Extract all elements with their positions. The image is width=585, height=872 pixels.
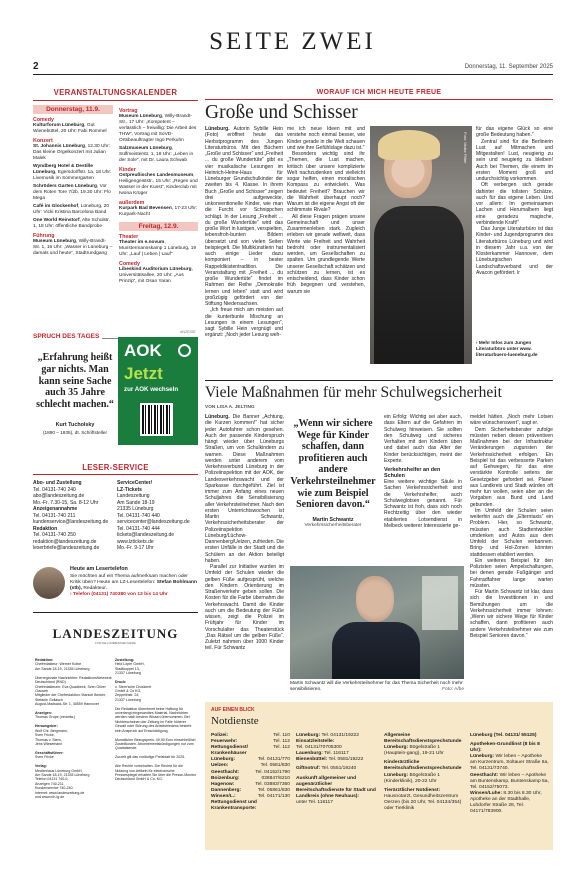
impressum-line: Anzeigen: [35, 711, 52, 716]
reader-phone-intro: Sie möchten auf ein Thema aufmerksam machen oder Kritik üben? Heute am LZ-Lesertelefon: [70, 574, 188, 585]
notdienste-col-3 [384, 733, 464, 812]
service-detail[interactable]: Tel. 04131-740 250 [33, 532, 76, 538]
author-portrait-photo [370, 126, 472, 364]
notdienst-label: Boizenburg: [211, 775, 240, 781]
notdienst-value: Tel. 04131/19222 [321, 733, 359, 738]
service-detail[interactable]: Tel. 04131-740 440 [117, 512, 160, 519]
article2-text-1b: Parallel zur Initiative wurden im Umfeld der Schulen wieder die gelben Füße aufgesprüht, welche den Kindern Orientierung im Straßenverkehr geben sollen. Die Kosten für die Farbe übernahm die Verkehrswacht. Damit die Kinder auch um die Bedeutung der Füße wissen, zeigt die Polizei im Frühjahr für Kinder im Vorschulalter das Theaterstück „Das Rätsel um die gelben Füße“. Zuletzt nahmen über 1000 Kinder teil. Für Schwantz [205, 564, 284, 652]
notdienst-label: Dannenberg: [211, 787, 242, 793]
calendar-venue: Schröders Garten Lüneburg [33, 184, 97, 189]
service-detail: Landeszeitung [117, 493, 150, 499]
calendar-venue: Salzmuseum Lüneburg [119, 146, 172, 151]
service-rule [33, 474, 198, 475]
ad-subline: zur AOK wechseln [124, 386, 179, 393]
notdienst-row [211, 806, 290, 812]
notdienst-row [384, 760, 464, 784]
impressum-line: Am Sande 18-19, 21335 Lüneburg [35, 772, 90, 777]
impressum-line: August-Madsack-Str. 1, 30559 Hannover [35, 702, 100, 707]
notdienst-value: Bögelstraße 1 (Hauptein-gang), 19-21 Uhr [384, 745, 444, 757]
service-label: ServiceCenter/ [117, 480, 153, 486]
officer-photo [290, 566, 464, 679]
calendar-entry: Kulturforum Lüneburg, Gut Wienebüttel, 20 Uhr: Fabi Rommel [33, 123, 107, 134]
notdienst-value: Tel. 112 [273, 739, 290, 745]
notdienst-value: Tel. 116117 [324, 751, 349, 757]
impressum-line: Telefon 04131 740-0, [35, 777, 69, 782]
notdienst-label: Lüneburg: [296, 733, 321, 738]
impressum-line: GmbH & Co KG, [115, 688, 142, 693]
article1-text-1: Lüneburg. Autorin Sybille Hein (Foto) eröffnet heute das Herbstprogramm des Jungen Literaturbüros. Mit den Büchern „Große und Schisser“ und „Freiheit ... du große Wundertüte“ gibt es vier musikalische Lesungen im Heinrich-Heine-Haus für Lüneburger Grundschulkinder der zweiten bis 4. Klasse. In ihrem Buch „Große und Schisser“ zeigen drei aufgeweckte, unkonventionelle Kinder, wie man die Furcht vor Schnippchen schlägt. In der Lesung „Freiheit ... du große Wundertüte“ wird das große Wort in lustigen, verspielten, lebensfroh-bunten Bildern übersetzt und von vielen Seiten beispiegelt. Die Multikünstlerin hat auch einige Lieder dazu komponiert – in bester Rappeldikistentradition. Die Veranstaltung mit „Freiheit ... du große Wundertüte“ findet im Rahmen der Reihe „Demokratie lernen und leben“ statt und wird großzügig gefördert von der Stiftung Niedersachsen. [205, 126, 283, 307]
article2-byline: VON LISA A. JELTING [205, 405, 255, 410]
calendar-entry: Café im Glockenhof, Lüneburg, 20 Uhr: Vicki Kristina Barcelona Band [33, 204, 109, 215]
section-title: SEITE ZWEI [209, 28, 376, 55]
aok-logo: AOK [124, 341, 162, 360]
notdienst-label: Polizei: [211, 733, 229, 738]
impressum-line: v. Stern'sche Druckerei [115, 684, 152, 689]
impressum-col-1 [35, 658, 112, 800]
article1-text-2: me ich neue Ideen mit und verstehe noch einmal besser, wie Kinder gerade in die Welt schauen und wie ihre Gefühlslage dazu ist.“ [287, 126, 365, 151]
article1-kicker: WORAUF ICH MICH HEUTE FREUE [316, 89, 442, 96]
service-detail[interactable]: redaktion@landeszeitung.de [33, 538, 97, 545]
article2-col-2 [384, 414, 462, 529]
photo-officer-body [332, 622, 420, 679]
quote-heading: SPRUCH DES TAGES [33, 333, 102, 340]
notdienst-label: Feuerwehr: [211, 739, 238, 745]
calendar-entry: Libeskind Auditorium Lüneburg, Universitätsallee, 20 Uhr: „Aus Prinzip“, mit Osan Yaran [119, 267, 193, 284]
article1-text-3c: Oft verbergen sich gerade dahinter die tollsten Schätze, auch für das eigene Leben. Und vor allem: Im gemeinsamen Lachen und Herumalbern liegt eine geradezu magische, verbindende Kraft!“ [476, 182, 553, 226]
calendar-col-right [119, 105, 198, 287]
impressum-line: Monatlicher Bezugspreis: 49,90 Euro einschließlich Zustellkosten. Abonnementskündigungen nur zum Quartalsende. [115, 737, 196, 751]
calendar-venue: Café im Glockenhof [33, 204, 79, 209]
pull-quote-name: Martin Schwantz [312, 516, 354, 523]
notdienst-value: Tel. 0581/19222 [328, 757, 364, 763]
notdienst-label: Allgemeine Bereitschaftsdienstsprechstunde Lüneburg: [384, 733, 462, 751]
calendar-category: Comedy [119, 261, 140, 267]
notdienst-label: Krankentransporte: [211, 806, 257, 812]
article1-col-3 [476, 126, 553, 276]
reader-phone-text [70, 574, 200, 598]
article1-text-3: für das eigene Glück so eine große Bedeutung haben.“ [476, 126, 553, 139]
notdienste-col-2 [296, 733, 378, 806]
service-detail: 21335 Lüneburg [117, 506, 154, 512]
calendar-venue: Ostpreußisches Landesmuseum [119, 173, 194, 178]
article2-text-3d: Ein weiteres Beispiel für den Polizisten seien Ampelschaltungen, bei denen gerade Fußgänger und Fahrradfahrer lange warten müssten. [470, 557, 553, 589]
notdienst-value: Tel. 05861/830 [257, 787, 290, 793]
calendar-category: Kinder [119, 167, 136, 173]
service-detail: Mo.-Fr. 9-17 Uhr [117, 545, 154, 551]
notdienst-value: Wir leben – Apotheke am Buntenskamp, Buntenskamp 5a, Tel. 04152/75073. [470, 772, 549, 790]
service-detail[interactable]: servicecenter@landeszeitung.de [117, 519, 190, 525]
notdienste-title: Notdienste [211, 715, 259, 727]
service-detail: Mo.-Fr. 7.30-15, Sa. 8-12 Uhr [33, 499, 99, 506]
impressum-line: 21337 Lüneburg [115, 671, 141, 676]
calendar-venue: Museum Lüneburg [33, 239, 76, 244]
notdienst-label: Bienenbüttel: [296, 757, 328, 763]
notdienst-label: Auskunft allgemeiner und augenärztlicher Bereitschaftsdienste für Stadt und Landkreis (ohne Neuhaus): [296, 775, 376, 799]
service-detail[interactable]: leserbriefe@landeszeitung.de [33, 545, 100, 551]
reader-phone-avatar [33, 567, 65, 599]
impressum-line: Redaktion: [35, 658, 54, 662]
impressum-line: Heid Löper GmbH, [115, 662, 145, 667]
impressum-line: Kundenservice 740-240, [35, 786, 74, 791]
impressum-line: Wolf Chr. Bergmann, [35, 728, 68, 733]
impressum-line: 21337 Lüneburg [115, 697, 141, 702]
photo-hair [378, 130, 440, 160]
notdienst-row [384, 733, 464, 757]
notdienst-label: Krankenhäuser [211, 751, 247, 757]
impressum-line: Medienhaus Lüneburg GmbH, [35, 768, 83, 773]
article2-col-3 [470, 414, 553, 639]
notdienst-row [384, 788, 464, 812]
calendar-entry: Wyndberg Hotel & Destille Lüneburg, Egersdorffstr. 1a, 18 Uhr: Livemusik im Sommergarten [33, 164, 112, 181]
article1-text-2c: All diese Fragen prägen unsere Gemeinschaft und unser Zusammenleben stark. Zugleich erleben wir gerade weltweit, dass Werte wie Freiheit und Wahrheit bedroht oder instrumentalisiert werden, um Gesellschaften zu spalten. Um grundlegende Werte unserer Gesellschaft schätzen und schützen zu lernen, ist es entscheidend, dass Kinder schon früh begegnen und verstehen, warum sie [287, 213, 365, 295]
notdienst-value: 038847/6210 [261, 775, 290, 781]
notdienst-value: Tel. 112 [273, 745, 290, 751]
notdienst-value: Tel. 04171/130 [257, 793, 290, 799]
service-label: LZ-Tickets [117, 486, 142, 493]
impressum-line: Sven Fricke, [35, 733, 55, 738]
article1-title: Große und Schisser [205, 102, 358, 123]
calendar-col-left [33, 105, 113, 287]
impressum-line: Zeppelinstr. 24, [115, 693, 140, 698]
service-detail[interactable]: tickets@landeszeitung.de [117, 532, 175, 538]
impressum-line: Überregionale Nachrichten: RedaktionsNetzwerk Deutschland (RND) [35, 675, 112, 685]
impressum-line: Am Sande 18-19, 21335 Lüneburg [35, 666, 90, 671]
aok-tree-icon [178, 344, 191, 357]
article2-top-rule [205, 380, 553, 381]
notdienst-label: Lüneburg (Tel. 04131/ 55125) [470, 733, 537, 738]
notdienst-value: Tel. 0581/830 [260, 763, 290, 769]
impressum-top-rule [33, 612, 198, 613]
calendar-rule [33, 100, 198, 101]
notdienst-label: Lüneburg: [470, 754, 495, 760]
notdienst-label: Tierärztlicher Notdienst: [384, 787, 441, 793]
service-detail[interactable]: Tel. 04131-740 240 [33, 486, 76, 493]
impressum-col-2 [115, 658, 197, 782]
notdienst-row [296, 800, 378, 806]
article1-col-2 [287, 126, 365, 295]
notdienste-col-4 [470, 733, 550, 815]
notdienste-col-1 [211, 733, 290, 812]
article2-text-2b: Eine weitere wichtige Säule in Sachen Verkehrssicherheit sind die Verkehrshelfer, auch Schulweglotsen genannt. Für Schwantz ist froh, dass sich noch Rechtzeitig über den wieder etabliertes Lotsendienst in Melbeck weiterer Interessierte ge- [384, 479, 462, 529]
article1-more-info[interactable]: › Mehr Infos zum Jungen Literaturbüro unter www. literaturbuero-lueneburg.de [476, 340, 538, 357]
left-column [33, 76, 198, 287]
issue-date: Donnerstag, 11. September 2025 [464, 64, 553, 70]
qr-code-icon [140, 403, 173, 436]
notdienst-value: unter Tel. 116117 [296, 799, 333, 805]
ad-tag: ANZEIGE [180, 330, 196, 334]
notdienste-kicker: AUF EINEN BLICK [211, 707, 255, 713]
impressum-line: Thomas Grupe (verantw.) [35, 715, 76, 720]
calendar-date-box: Freitag, 12.9. [119, 222, 198, 231]
notdienst-value: Tel. 03883/7360 [255, 781, 290, 787]
notdienst-label: Winsen/Luhe: [470, 790, 503, 796]
notdienst-label: Hagenow: [211, 781, 235, 787]
service-label: Abo- und Zustellung [33, 480, 82, 486]
photo-caption [290, 681, 464, 693]
notdienst-row [470, 791, 550, 815]
article2-text-2: ein Erfolg: Wichtig sei aber auch, dass Eltern auf die Gefahren im Schulweg hinweisen. Sie sollten den Schulweg und sicheres Verhalten mit den Kindern üben und dabei auch das Alter der Kinder berücksichtigen, meint der Experte. [384, 414, 462, 464]
service-col-left [33, 480, 115, 552]
calendar-category: Führung [33, 233, 55, 239]
impressum-line: Geschäftsführer: [35, 750, 64, 755]
calendar-entry: Kurpark Bad Bevensen, 17-23 Uhr: Kurpark-Nacht [119, 206, 198, 217]
notdienst-value: Tel. 04131/70705300 [296, 745, 342, 751]
calendar-entry: Museum Lüneburg, Willy-Brandt-Str. 1, 16 Uhr: „Wasser in Lüneburg – damals und heute“, Stadtrundgang [33, 239, 113, 256]
article1-text-3d: Das Junge Literaturbüro ist das Kinder- und Jugendprogramm des Literaturbüros Lüneburg und wird in diesem Jahr u.a. von der Klosterkammer Hannover, dem Lüneburgischen Landschaftsverband und der Avacon gefördert. lr [476, 226, 553, 276]
photo-officer-head [356, 576, 394, 622]
reader-phone-name: Stefan Bohlmann (stb), [70, 580, 197, 591]
photo-caption-credit: Foto: A/be [442, 686, 464, 692]
notdienst-label: Uelzen: [211, 763, 229, 769]
ad-headline: Jetzt [124, 364, 163, 383]
service-detail[interactable]: abo@landeszeitung.de [33, 493, 85, 499]
calendar-entry: One World Reinstorf, Alte Schulstr. 1, 18 Uhr: öffentliche Bandprobe [33, 218, 110, 229]
calendar-category: außerdem [119, 200, 145, 206]
notdienst-label: Giftnotruf: [296, 766, 321, 772]
calendar-venue: Libeskind Auditorium Lüneburg [119, 267, 192, 272]
article2-title: Viele Maßnahmen für mehr Schulwegsicherheit [205, 384, 502, 401]
notdienst-value: Wir leben – Apotheke am Kurzentrum, Soltauer Straße 6a, Tel. 04131/73740. [470, 754, 549, 772]
notdienst-label: Kinderärztliche Bereitschaftsdienstsprechstunde Lüneburg: [384, 760, 462, 778]
article2-text-3c: Im Umfeld der Schulen seien weiterhin auch die „Elterntaxis“ ein Problem. Hier, so Schwantz, müssten auch Stadtentwickler umdenken und Autos aus dem Umfeld der Schulen verbannen. Bring- und Hol-Zonen könnten stattdessen etabliert werden. [470, 507, 553, 558]
impressum-line: Chefredakteurin: Eva Quadbeck, Sven Oliver Clausen [35, 684, 106, 693]
notdienst-value: Tel. 04152/1790 [255, 769, 290, 775]
page-number: 2 [33, 61, 39, 72]
aok-advert[interactable] [118, 337, 198, 445]
calendar-category: Theater [119, 234, 139, 240]
notdienst-value: Hausnotarzt, Gesundheitszentrum Oerzen (bis 20 Uhr, Tel. 04134/354) oder Tierklinik [384, 793, 462, 812]
impressum-line: Zurzeit gilt das vorläufige Preisblatt für 2025. [115, 755, 186, 760]
impressum-line: Thomas v. Stern, [35, 737, 62, 742]
service-label: Anzeigenannahme [33, 506, 78, 512]
calendar-venue: Kurpark Bad Bevensen [119, 206, 172, 211]
notdienst-value: Tel. 0551/19240 [321, 766, 357, 772]
quote-author: Kurt Tucholsky [55, 422, 95, 428]
reader-phone-role: Redakteur. [83, 586, 107, 591]
article1-col-1 [205, 126, 283, 339]
notdienst-row [470, 754, 550, 772]
notdienst-label: Winsen/L.: [211, 793, 236, 799]
calendar-entry: St. Johannis Lüneburg, 12.30 Uhr: Das kleine Orgelkonzert mit Julian Malek [33, 144, 111, 161]
notdienst-label: Lauenburg: [296, 751, 323, 757]
calendar-category: Comedy [33, 117, 54, 123]
calendar-venue: Museum Lüneburg [119, 114, 162, 119]
masthead-rule [33, 74, 553, 75]
pull-quote-text: „Wenn wir sichere Wege für Kinder schaffen, dann profitieren auch andere Verkehrsteilnehmer wie zum Beispiel Senioren davon.“ [290, 418, 376, 511]
calendar-venue: St. Johannis Lüneburg [33, 144, 85, 149]
calendar-category: Konzert [33, 138, 53, 144]
impressum-line: Zustellung: [115, 658, 135, 662]
calendar-category: Vortrag [119, 108, 138, 114]
calendar-venue: Theater im e.novum [119, 240, 165, 245]
pull-quote [290, 418, 376, 528]
service-label: Redaktion [33, 525, 58, 532]
article2-text-3b: Dem Sicherheitsberater zufolge müssten neben diesen präventiven Maßnahmen bei der Infrastruktur Veränderungen zugunsten der Verkehrssicherheit erfolgen. Ein Beispiel ist das verbesserte Parken auf Gehwegen, für das eine verstärkte Kontrolle seitens der Gesetzgeber gefordert sei. Planer aus Landkreis und Stadt würden oft mehr tun wollen, seien aber an die Vorgaben aus Bund und Land gebunden. [470, 426, 553, 508]
article1-text-3b: Zentral sind für die Berlinerin Lust auf Mitmachen und Mitgestalten! Lust, neugierig zu sein und neugierig zu bleiben! Auch bei Themen, die einem im ersten Moment groß und undurchsichtig vorkommen. [476, 138, 553, 182]
impressum-line: Verlag: [35, 764, 47, 769]
calendar-date-box: Donnerstag, 11.9. [33, 105, 113, 114]
article1-rule [205, 99, 553, 100]
article2-text-1: Lüneburg. Die Banner „Achtung, die Kurzen kommen!“ hat sicher jeder Autofahrer schon gesehen. Auch der passende Kinderspruch hängt wieder über Lüneburgs Straßen, um von Schulkindern zu warnen. Diese Maßnahmen werden unter anderem vom Verkehrsverbund Lüneburg in der Polizeiinspektion mit der AOK, der Landesverkehrswacht und der Sparkasse durchgeführt. Ziel ist immer zum Anfang eines neuen Schuljahres die Sensibilisierung aller Verkehrsteilnehmer. Nach den ersten Unterrichtswochen ist Martin Schwantz, Verkehrssicherheitsberater der Polizeiinspektion Lüneburg/Lüchow-Dannenberg/Uelzen, zufrieden. Die ersten Unfälle in der Stadt und die Schülern an der Aktion beteiligt haben. [205, 414, 284, 564]
impressum-logo: LANDESZEITUNG [52, 626, 179, 641]
quote-text: „Erfahrung heißt gar nichts. Man kann seine Sache auch 35 Jahre schlecht machen.“ [36, 352, 114, 411]
dateline: Lüneburg. [205, 126, 230, 132]
impressum-line: Alle Rechte vorbehalten. Die Rechte für die Nutzung von Artikeln für elektronische Pressespiegel erhalten Sie über die Presse-Monitor Deutschland GmbH & Co. KG. [115, 764, 197, 782]
calendar-entry: Salzmuseum Lüneburg, Sülfmeisterstr. 1, 18 Uhr: „Leben in der Sole“, mit Dr. Laura Schwab [119, 146, 194, 163]
notdienst-value: 8.30 bis 8.30 Uhr, Apotheke an der Stadthalle, Luhdorfer Straße 28, Tel. 04171/783900. [470, 790, 542, 815]
notdienst-value: Tel. 110 [273, 733, 290, 738]
photo-sign [422, 576, 458, 630]
calendar-heading: VERANSTALTUNGSKALENDER [53, 88, 178, 97]
dateline: Lüneburg. [205, 414, 230, 420]
reader-phone-heading: Heute am Lesertelefon [70, 566, 128, 572]
calendar-entry: Ostpreußisches Landesmuseum, Heiligengeiststr., 15 Uhr: „Regen und Wasser in der Kunst“, Kinderclub mit Iwona Krüger [119, 173, 198, 196]
article2-subheading: Verkehrshelfer an den Schulen [384, 467, 441, 479]
impressum-logo-sub: FÜR DIE LÜNEBURGER HEIDE [95, 641, 136, 645]
impressum-line: Die Redaktion übernimmt keine Haftung für unverlangt eingesandtes Material. Nachrichten werden nach bestem Wissen übernommen. Bei Nichterscheinen der Zeitung im Falle höherer Gewalt oder Störung des Arbeitsfriedens besteht kein Anspruch auf Entschädigung. [115, 706, 192, 733]
reader-phone-number[interactable]: › Telefon (04131) 740380 von 13 bis 14 Uhr [70, 592, 168, 597]
impressum-line: Druck: [115, 680, 127, 685]
notdienst-label: Einsatzleitstelle: [296, 739, 335, 745]
article1-text-2b: Besonders wichtig sind ihr „Themen, die Lust machen, kritisch über unsere komplizierte Welt nachzudenken und vielleicht sogar helfen, einen moralischen Kompass zu entwickeln. Was bedeutet Freiheit? Brauchen wir die Wahrheit überhaupt noch? Warum ist die eigene Angst oft der schlimmste Rivale? [287, 151, 365, 214]
impressum-line: Anzeigen 740-211, [35, 781, 65, 786]
calendar-entry: Schröders Garten Lüneburg, Vor dem Roten Tore 7/2b, 19.30 Uhr: Flo Mega [33, 184, 111, 201]
impressum-line: Chefredakteur: Werner Kolbe [35, 662, 82, 667]
notdienst-row [296, 776, 378, 800]
notdienst-label: Apotheken-Grundlinst (8 bis 8 Uhr): [470, 742, 540, 754]
impressum-line: Sven Fricke [35, 755, 54, 760]
impressum-line: und www.mh-lg.de [35, 795, 65, 800]
notdienst-row [470, 742, 550, 754]
service-detail: Am Sande 18-19 [117, 499, 155, 506]
notdienst-label: Geesthacht: [470, 772, 499, 778]
calendar-entry: Museum Lüneburg, Willy-Brandt-Str., 17 Uhr: „Kompetent – verlässlich – freiwillig: Die Arbeit des THW“, Vortrag mit SoVD-Ortsbeauftragter Ingo Perkuhn [119, 114, 197, 143]
calendar-venue: One World Reinstorf [33, 218, 80, 223]
notdienst-label: Geesthacht: [211, 769, 240, 775]
notdienst-label: Rettungsdienst/ [211, 745, 248, 751]
article2-text-3: meldet hätten. „Noch mehr Lotsen wäre wünschenswert“, sagt er. [470, 414, 553, 427]
notdienst-row [470, 773, 550, 791]
calendar-venue: Kulturforum Lüneburg [33, 123, 85, 128]
calendar-entry: Theater im e.novum, Munstermannskamp 1 Lüneburg, 19 Uhr: „Lauf | Leben | Lauf“ [119, 240, 197, 257]
quote-author-note: (1890 – 1935), dt. Schriftsteller [42, 430, 108, 435]
article1-text-1b: „Ich freue mich am meisten auf die kunterbunte Mischung an Lesungen in einem Lesungen“, sagt Sybille Hein vergnügt und ergänzt: „Noch jeder Lesung weh- [205, 307, 283, 339]
service-detail[interactable]: Tel. 04131-740 211 [33, 512, 76, 519]
notdienst-value: Tel. 04131/770 [257, 757, 290, 763]
impressum-line: Stadtkoppel 13, [115, 666, 140, 671]
photo-body [374, 206, 464, 364]
article2-col-1 [205, 414, 284, 652]
photo-credit: Foto: Maike Ritter [463, 132, 468, 164]
service-heading: LESER-SERVICE [82, 463, 149, 472]
impressum-line: Jens Wiesemann [35, 742, 63, 747]
notdienst-value: Bögelstraße 1 (Kinderklinik), 20-22 Uhr [384, 772, 440, 784]
pull-quote-role: Verkehrssicherheitsberater [304, 522, 362, 528]
article2-text-3e: Für Martin Schwantz ist klar, dass sich die Investitionen in und Bemühungen um die Verkehrssicherheit immer lohnen: „Wenn wir sichere Wege für Kinder schaffen, dann profitieren auch andere Verkehrsteilnehmer wie zum Beispiel Senioren davon.“ [470, 589, 553, 639]
service-detail[interactable]: kundenservice@landeszeitung.de [33, 519, 109, 525]
photo-caption-text: Martin Schwantz will die Verkehrsteilnehmer für das Thema Sicherheit noch mehr sensibilisieren. [290, 681, 463, 692]
impressum-line: Mitglieder der Chefredaktion: Manuel Becker, Stefanie Gollasch [35, 693, 106, 702]
service-col-right [117, 480, 199, 552]
impressum-line: Internet: www.landeszeitung.de [35, 790, 85, 795]
service-detail[interactable]: www.lztickets.de [117, 538, 154, 545]
impressum-line: Herausgeber: [35, 724, 58, 729]
calendar-venue: Wyndberg Hotel & Destille Lüneburg [33, 164, 93, 175]
notdienst-label: Lüneburg: [211, 757, 236, 763]
notdienst-label: Rettungsdienst und [211, 800, 257, 806]
service-detail[interactable]: Tel. 04131-740 444 [117, 525, 160, 532]
